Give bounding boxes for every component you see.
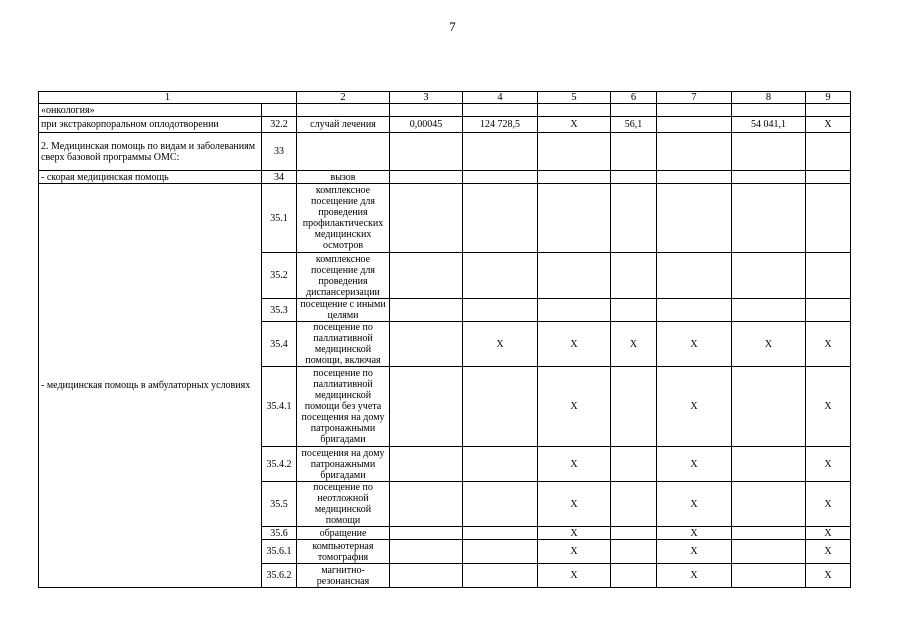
row-value-3 <box>390 482 463 527</box>
row-value-4 <box>463 367 538 447</box>
row-value-7: Х <box>657 482 732 527</box>
row-value-4: Х <box>463 322 538 367</box>
row-value-3 <box>390 299 463 322</box>
row-value-7: Х <box>657 527 732 540</box>
row-value-3 <box>390 564 463 588</box>
row-unit: посещение по неотложной медицинской помощи <box>297 482 390 527</box>
row-code: 35.6.2 <box>262 564 297 588</box>
row-value-4 <box>463 482 538 527</box>
ambulatory-label: - медицинская помощь в амбулаторных условиях <box>39 184 262 588</box>
row-value-3 <box>390 133 463 171</box>
row-label: «онкология» <box>39 104 262 117</box>
row-code: 35.4 <box>262 322 297 367</box>
row-value-4 <box>463 447 538 482</box>
row-value-5 <box>538 171 611 184</box>
row-value-6 <box>611 367 657 447</box>
row-value-7 <box>657 299 732 322</box>
header-cell-1: 1 <box>39 92 297 104</box>
table-row <box>39 104 851 117</box>
row-unit: случай лечения <box>297 117 390 133</box>
row-value-9: Х <box>806 447 851 482</box>
row-value-4: 124 728,5 <box>463 117 538 133</box>
row-code: 35.6.1 <box>262 540 297 564</box>
row-value-4 <box>463 299 538 322</box>
row-value-9 <box>806 184 851 253</box>
row-unit: комплексное посещение для проведения профилактических медицинских осмотров <box>297 184 390 253</box>
row-value-9 <box>806 299 851 322</box>
row-value-6: Х <box>611 322 657 367</box>
row-value-7: Х <box>657 540 732 564</box>
row-value-6 <box>611 540 657 564</box>
row-value-6 <box>611 171 657 184</box>
row-value-4 <box>463 184 538 253</box>
row-code: 35.2 <box>262 253 297 299</box>
row-value-6 <box>611 133 657 171</box>
row-value-4 <box>463 564 538 588</box>
header-cell-7: 7 <box>657 92 732 104</box>
row-code: 35.3 <box>262 299 297 322</box>
row-value-3: 0,00045 <box>390 117 463 133</box>
row-value-8: 54 041,1 <box>732 117 806 133</box>
row-value-6 <box>611 527 657 540</box>
row-value-3 <box>390 104 463 117</box>
row-value-9: Х <box>806 527 851 540</box>
row-value-6: 56,1 <box>611 117 657 133</box>
header-cell-8: 8 <box>732 92 806 104</box>
row-code: 35.1 <box>262 184 297 253</box>
row-value-7 <box>657 104 732 117</box>
header-cell-4: 4 <box>463 92 538 104</box>
row-value-8 <box>732 482 806 527</box>
row-unit: магнитно-резонансная <box>297 564 390 588</box>
row-value-6 <box>611 104 657 117</box>
row-value-5: Х <box>538 540 611 564</box>
row-value-5: Х <box>538 482 611 527</box>
row-value-5 <box>538 299 611 322</box>
row-value-8 <box>732 447 806 482</box>
page-number: 7 <box>449 19 456 34</box>
row-value-7 <box>657 117 732 133</box>
row-value-7 <box>657 253 732 299</box>
row-value-8 <box>732 564 806 588</box>
row-value-6 <box>611 564 657 588</box>
row-value-6 <box>611 447 657 482</box>
row-label: при экстракорпоральном оплодотворении <box>39 117 262 133</box>
row-value-5 <box>538 253 611 299</box>
row-value-4 <box>463 540 538 564</box>
row-value-3 <box>390 367 463 447</box>
table-row <box>39 133 851 171</box>
row-value-3 <box>390 171 463 184</box>
row-value-8 <box>732 253 806 299</box>
row-value-4 <box>463 253 538 299</box>
row-value-6 <box>611 482 657 527</box>
row-unit: компьютерная томография <box>297 540 390 564</box>
row-value-3 <box>390 253 463 299</box>
table-row <box>39 184 851 253</box>
row-label: - скорая медицинская помощь <box>39 171 262 184</box>
row-value-5: Х <box>538 527 611 540</box>
row-value-8 <box>732 367 806 447</box>
row-code: 34 <box>262 171 297 184</box>
row-value-6 <box>611 184 657 253</box>
row-unit: комплексное посещение для проведения диспансеризации <box>297 253 390 299</box>
row-value-5: Х <box>538 322 611 367</box>
row-value-3 <box>390 184 463 253</box>
row-unit: посещение по паллиативной медицинской помощи без учета посещения на дому патронажными бригадами <box>297 367 390 447</box>
table-row <box>39 117 851 133</box>
row-value-9: Х <box>806 540 851 564</box>
header-cell-6: 6 <box>611 92 657 104</box>
row-value-6 <box>611 253 657 299</box>
row-code <box>262 104 297 117</box>
header-cell-5: 5 <box>538 92 611 104</box>
row-value-4 <box>463 133 538 171</box>
row-code: 35.5 <box>262 482 297 527</box>
row-code: 35.6 <box>262 527 297 540</box>
row-value-8 <box>732 133 806 171</box>
row-value-9: Х <box>806 322 851 367</box>
row-value-9 <box>806 133 851 171</box>
row-value-3 <box>390 540 463 564</box>
row-code: 35.4.2 <box>262 447 297 482</box>
row-code: 33 <box>262 133 297 171</box>
row-value-8 <box>732 104 806 117</box>
row-value-9: Х <box>806 482 851 527</box>
row-value-8 <box>732 184 806 253</box>
row-value-5: Х <box>538 447 611 482</box>
row-value-3 <box>390 447 463 482</box>
row-value-8 <box>732 527 806 540</box>
row-value-9 <box>806 104 851 117</box>
row-value-6 <box>611 299 657 322</box>
row-value-8 <box>732 171 806 184</box>
header-cell-2: 2 <box>297 92 390 104</box>
row-unit <box>297 104 390 117</box>
row-value-7: Х <box>657 367 732 447</box>
row-value-8 <box>732 299 806 322</box>
row-unit: посещения на дому патронажными бригадами <box>297 447 390 482</box>
row-value-9 <box>806 253 851 299</box>
row-value-9: Х <box>806 367 851 447</box>
row-code: 32.2 <box>262 117 297 133</box>
medical-care-table <box>38 91 851 588</box>
row-value-3 <box>390 322 463 367</box>
row-value-7 <box>657 133 732 171</box>
row-unit: обращение <box>297 527 390 540</box>
row-unit: вызов <box>297 171 390 184</box>
row-value-4 <box>463 104 538 117</box>
row-label: 2. Медицинская помощь по видам и заболеваниям сверх базовой программы ОМС: <box>39 133 262 171</box>
row-value-7 <box>657 184 732 253</box>
header-cell-9: 9 <box>806 92 851 104</box>
row-value-9 <box>806 171 851 184</box>
row-unit <box>297 133 390 171</box>
row-value-4 <box>463 527 538 540</box>
column-number-row <box>39 92 851 104</box>
row-value-8 <box>732 540 806 564</box>
row-value-7: Х <box>657 564 732 588</box>
row-value-5: Х <box>538 564 611 588</box>
row-value-8: Х <box>732 322 806 367</box>
row-value-5: Х <box>538 117 611 133</box>
table-row <box>39 171 851 184</box>
row-value-5: Х <box>538 367 611 447</box>
row-unit: посещение по паллиативной медицинской помощи, включая <box>297 322 390 367</box>
row-code: 35.4.1 <box>262 367 297 447</box>
row-value-5 <box>538 104 611 117</box>
row-value-4 <box>463 171 538 184</box>
row-value-7: Х <box>657 447 732 482</box>
row-value-7 <box>657 171 732 184</box>
row-value-9: Х <box>806 564 851 588</box>
row-value-5 <box>538 184 611 253</box>
row-value-5 <box>538 133 611 171</box>
row-value-9: Х <box>806 117 851 133</box>
row-unit: посещение с иными целями <box>297 299 390 322</box>
row-value-7: Х <box>657 322 732 367</box>
header-cell-3: 3 <box>390 92 463 104</box>
row-value-3 <box>390 527 463 540</box>
